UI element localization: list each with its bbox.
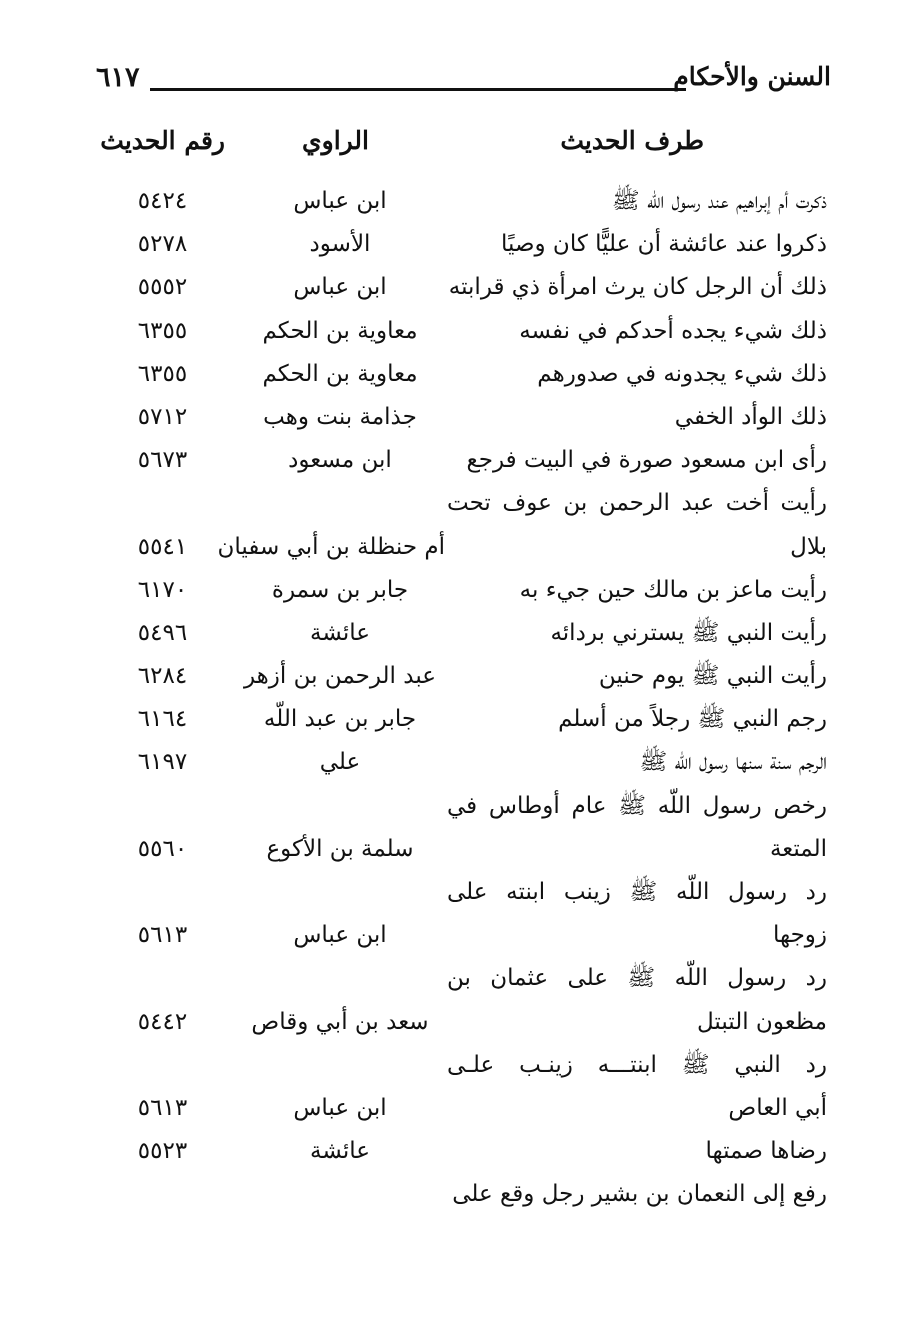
- table-row: [0, 1087, 922, 1130]
- index-table: [0, 180, 922, 1217]
- hadith-incipit: ذكروا عند عائشة أن عليًّا كان وصيًا: [501, 231, 827, 258]
- table-row: [0, 482, 922, 525]
- hadith-incipit: رد رسول اللّه ﷺ زينب ابنته على: [447, 879, 827, 905]
- hadith-number: ٥٥٥٢: [137, 274, 188, 301]
- table-row: [0, 266, 922, 309]
- table-row: [0, 871, 922, 914]
- column-header-number: رقم الحديث: [100, 126, 225, 155]
- narrator: ابن عباس: [293, 188, 387, 214]
- table-row: [0, 439, 922, 482]
- hadith-incipit: ذلك شيء يجده أحدكم في نفسه: [519, 317, 827, 344]
- hadith-incipit: رجم النبي ﷺ رجلاً من أسلم: [558, 706, 827, 733]
- hadith-number: ٥٦٧٣: [137, 447, 188, 474]
- table-row: [0, 914, 922, 957]
- table-row: [0, 1130, 922, 1173]
- hadith-incipit: رفع إلى النعمان بن بشير رجل وقع على: [452, 1181, 827, 1208]
- narrator: الأسود: [309, 231, 371, 258]
- narrator: جابر بن عبد اللّه: [263, 706, 417, 733]
- table-row: [0, 396, 922, 439]
- table-row: [0, 526, 922, 569]
- table-row: [0, 741, 922, 784]
- narrator: جذامة بنت وهب: [263, 403, 417, 430]
- narrator: ابن عباس: [293, 274, 387, 301]
- hadith-incipit: رأيت ماعز بن مالك حين جيء به: [519, 576, 827, 603]
- hadith-number: ٥٥٤١: [137, 533, 188, 560]
- column-header-hadith: طرف الحديث: [560, 126, 704, 155]
- table-row: [0, 612, 922, 655]
- narrator: ابن عباس: [293, 1094, 387, 1121]
- table-row: [0, 180, 922, 223]
- narrator: عائشة: [310, 619, 370, 646]
- narrator: سعد بن أبي وقاص: [251, 1008, 429, 1035]
- table-row: [0, 698, 922, 741]
- hadith-number: ٥٢٧٨: [137, 231, 188, 258]
- hadith-number: ٦١٦٤: [137, 706, 188, 733]
- table-row: [0, 655, 922, 698]
- column-headers: [0, 126, 922, 166]
- hadith-incipit: أبي العاص: [728, 1094, 827, 1121]
- hadith-number: ٦٣٥٥: [137, 317, 188, 344]
- hadith-incipit: رد رسول اللّه ﷺ على عثمان بن: [447, 965, 827, 992]
- hadith-number: ٥٤٤٢: [137, 1008, 188, 1035]
- hadith-incipit: ذكرت أم إبراهيم عند رسول اللّه ﷺ: [611, 188, 827, 214]
- table-row: [0, 1044, 922, 1087]
- hadith-incipit: رأيت أخت عبد الرحمن بن عوف تحت: [447, 490, 827, 517]
- hadith-incipit: ذلك شيء يجدونه في صدورهم: [537, 360, 827, 387]
- narrator: معاوية بن الحكم: [262, 317, 418, 344]
- table-row: [0, 1173, 922, 1216]
- hadith-number: ٥٦١٣: [137, 922, 188, 949]
- hadith-number: ٦١٧٠: [137, 576, 188, 603]
- hadith-number: ٥٤٩٦: [137, 619, 188, 646]
- table-row: [0, 569, 922, 612]
- hadith-incipit: رخص رسول اللّه ﷺ عام أوطاس في: [447, 792, 827, 819]
- hadith-incipit: رضاها صمتها: [705, 1138, 827, 1165]
- hadith-number: ٥٥٦٠: [137, 835, 188, 862]
- hadith-number: ٥٤٢٤: [137, 188, 188, 214]
- narrator: علي: [319, 749, 361, 776]
- table-row: [0, 1001, 922, 1044]
- hadith-incipit: بلال: [790, 533, 827, 560]
- narrator: ابن مسعود: [288, 447, 392, 474]
- hadith-incipit: رأيت النبي ﷺ يوم حنين: [598, 663, 827, 690]
- hadith-incipit: رأى ابن مسعود صورة في البيت فرجع: [466, 447, 827, 474]
- page-header: [96, 62, 831, 106]
- hadith-number: ٦٢٨٤: [137, 663, 188, 690]
- hadith-incipit: المتعة: [769, 835, 827, 862]
- column-header-narrator: الراوي: [302, 126, 369, 155]
- hadith-number: ٥٦١٣: [137, 1094, 188, 1121]
- narrator: سلمة بن الأكوع: [266, 835, 414, 862]
- hadith-number: ٥٥٢٣: [137, 1138, 188, 1165]
- hadith-incipit: ذلك الوأد الخفي: [674, 403, 827, 430]
- table-row: [0, 957, 922, 1000]
- narrator: أم حنظلة بن أبي سفيان: [217, 533, 445, 560]
- hadith-incipit: الرجم سنة سنها رسول اللّه ﷺ: [639, 749, 827, 776]
- hadith-incipit: زوجها: [772, 922, 827, 949]
- narrator: عبد الرحمن بن أزهر: [243, 663, 436, 690]
- narrator: عائشة: [310, 1138, 370, 1165]
- table-row: [0, 828, 922, 871]
- table-row: [0, 785, 922, 828]
- narrator: معاوية بن الحكم: [262, 360, 418, 387]
- hadith-incipit: رأيت النبي ﷺ يسترني بردائه: [550, 619, 827, 646]
- page-number: ٦١٧: [96, 62, 140, 93]
- table-row: [0, 223, 922, 266]
- narrator: جابر بن سمرة: [271, 576, 409, 603]
- header-rule: [150, 88, 686, 91]
- hadith-number: ٥٧١٢: [137, 403, 188, 430]
- hadith-number: ٦٣٥٥: [137, 360, 188, 387]
- hadith-number: ٦١٩٧: [137, 749, 188, 776]
- table-row: [0, 310, 922, 353]
- narrator: ابن عباس: [293, 922, 387, 949]
- hadith-incipit: رد النبي ﷺ ابنتـــه زينـب علـى: [447, 1051, 827, 1078]
- hadith-incipit: ذلك أن الرجل كان يرث امرأة ذي قرابته: [448, 274, 827, 301]
- table-row: [0, 353, 922, 396]
- hadith-incipit: مظعون التبتل: [696, 1008, 827, 1035]
- running-title: السنن والأحكام: [673, 62, 831, 91]
